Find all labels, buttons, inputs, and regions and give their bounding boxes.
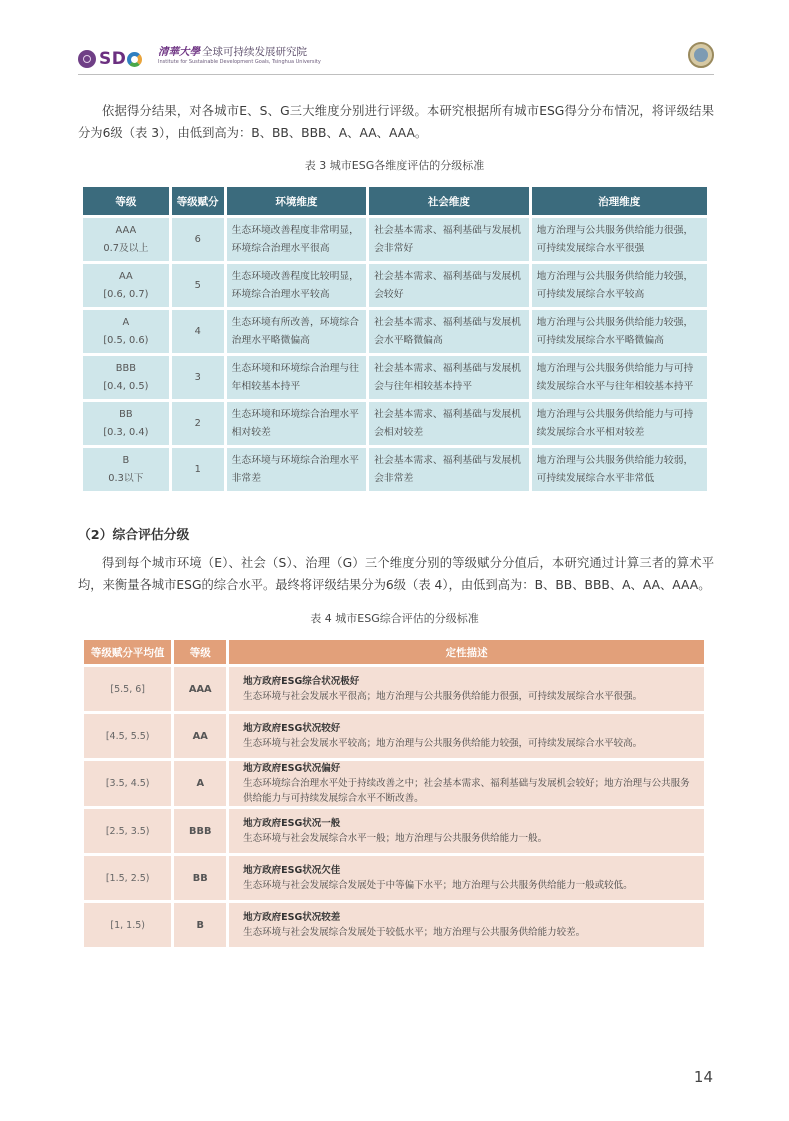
tsinghua-brand: 清華大學: [158, 46, 200, 58]
gov-cell: 地方治理与公共服务供给能力很强，可持续发展综合水平很强: [532, 218, 707, 261]
description-title: 地方政府ESG状况较差: [243, 912, 341, 923]
table-row: [84, 761, 704, 806]
description-cell: [229, 667, 704, 711]
gov-cell: 地方治理与公共服务供给能力较强，可持续发展综合水平略微偏高: [532, 310, 707, 353]
description-title: 地方政府ESG状况较好: [243, 723, 341, 734]
section2-paragraph: 得到每个城市环境（E）、社会（S）、治理（G）三个维度分别的等级赋分分值后，本研究通过计算三者的算术平均，来衡量各城市ESG的综合水平。最终将评级结果分为6级（表 4），由低到高为：B、BB、BBB、A、AA、AAA。: [78, 556, 714, 592]
level-name: B: [122, 454, 130, 466]
table4: [81, 637, 707, 950]
level-cell: [83, 264, 169, 307]
table4-header-avg: 等级赋分平均值: [84, 640, 171, 664]
gov-cell: 地方治理与公共服务供给能力与可持续发展综合水平相对较差: [532, 402, 707, 445]
page-number: 14: [693, 1068, 713, 1086]
description-text: 生态环境与社会发展水平很高；地方治理与公共服务供给能力很强，可持续发展综合水平很强。: [243, 691, 643, 702]
level-range: 0.3以下: [108, 472, 144, 484]
avg-cell: [5.5, 6]: [84, 667, 171, 711]
table-row: [83, 402, 707, 445]
header-divider: [78, 74, 714, 75]
env-cell: 生态环境与环境综合治理水平非常差: [227, 448, 367, 491]
level-name: A: [122, 316, 130, 328]
avg-cell: [1.5, 2.5): [84, 856, 171, 900]
institute-name: [158, 47, 321, 65]
description-text: 生态环境与社会发展综合水平一般；地方治理与公共服务供给能力一般。: [243, 833, 548, 844]
level-name: AAA: [115, 224, 137, 236]
table3: [80, 184, 710, 494]
table-row: [84, 856, 704, 900]
soc-cell: 社会基本需求、福利基础与发展机会相对较差: [369, 402, 528, 445]
description-text: 生态环境综合治理水平处于持续改善之中；社会基本需求、福利基础与发展机会较好；地方治理与公共服务供给能力与可持续发展综合水平不断改善。: [243, 778, 690, 804]
level-cell: B: [174, 903, 226, 947]
table4-header-desc: 定性描述: [229, 640, 704, 664]
level-cell: [83, 218, 169, 261]
level-cell: AAA: [174, 667, 226, 711]
description-cell: [229, 809, 704, 853]
description-cell: [229, 761, 704, 806]
table4-caption: 表 4 城市ESG综合评估的分级标准: [310, 612, 479, 625]
table-row: [83, 218, 707, 261]
table-row: [83, 264, 707, 307]
level-cell: AA: [174, 714, 226, 758]
table3-header-score: 等级赋分: [172, 187, 224, 215]
sdo-logo: [78, 48, 142, 70]
score-cell: 5: [172, 264, 224, 307]
report-emblem-icon: [688, 42, 714, 68]
level-cell: [83, 448, 169, 491]
page-header: [78, 44, 714, 74]
description-title: 地方政府ESG状况一般: [243, 818, 341, 829]
table-row: [83, 448, 707, 491]
avg-cell: [1, 1.5): [84, 903, 171, 947]
score-cell: 2: [172, 402, 224, 445]
soc-cell: 社会基本需求、福利基础与发展机会非常差: [369, 448, 528, 491]
avg-cell: [4.5, 5.5): [84, 714, 171, 758]
description-title: 地方政府ESG状况欠佳: [243, 865, 341, 876]
intro-paragraph: 依据得分结果，对各城市E、S、G三大维度分别进行评级。本研究根据所有城市ESG得分分布情况，将评级结果分为6级（表 3），由低到高为：B、BB、BBB、A、AA、AAA。: [78, 104, 714, 140]
description-title: 地方政府ESG状况偏好: [243, 763, 341, 774]
table4-header-row: [84, 640, 704, 664]
table3-header-soc: 社会维度: [369, 187, 528, 215]
level-name: BBB: [115, 362, 136, 374]
table3-caption: 表 3 城市ESG各维度评估的分级标准: [304, 159, 485, 172]
gov-cell: 地方治理与公共服务供给能力与可持续发展综合水平与往年相较基本持平: [532, 356, 707, 399]
description-cell: [229, 714, 704, 758]
env-cell: 生态环境和环境综合治理与往年相较基本持平: [227, 356, 367, 399]
soc-cell: 社会基本需求、福利基础与发展机会非常好: [369, 218, 528, 261]
description-text: 生态环境与社会发展水平较高；地方治理与公共服务供给能力较强，可持续发展综合水平较高。: [243, 738, 643, 749]
sdg-ring-icon: [127, 52, 142, 67]
level-cell: BB: [174, 856, 226, 900]
level-cell: [83, 356, 169, 399]
level-range: [0.3, 0.4): [103, 426, 149, 438]
env-cell: 生态环境改善程度比较明显，环境综合治理水平较高: [227, 264, 367, 307]
description-title: 地方政府ESG综合状况极好: [243, 676, 360, 687]
description-cell: [229, 856, 704, 900]
score-cell: 4: [172, 310, 224, 353]
institute-cn: 全球可持续发展研究院: [202, 46, 307, 58]
sdo-emblem-icon: [78, 50, 96, 68]
level-range: 0.7及以上: [103, 242, 149, 254]
level-range: [0.5, 0.6): [103, 334, 149, 346]
table3-header-row: [83, 187, 707, 215]
sdo-logo-text: SD: [99, 49, 127, 69]
avg-cell: [3.5, 4.5): [84, 761, 171, 806]
table-row: [83, 356, 707, 399]
level-range: [0.6, 0.7): [103, 288, 149, 300]
table3-header-gov: 治理维度: [532, 187, 707, 215]
level-cell: A: [174, 761, 226, 806]
gov-cell: 地方治理与公共服务供给能力较弱，可持续发展综合水平非常低: [532, 448, 707, 491]
table-row: [84, 667, 704, 711]
table-row: [83, 310, 707, 353]
score-cell: 3: [172, 356, 224, 399]
level-range: [0.4, 0.5): [103, 380, 149, 392]
level-cell: [83, 310, 169, 353]
env-cell: 生态环境和环境综合治理水平相对较差: [227, 402, 367, 445]
level-cell: BBB: [174, 809, 226, 853]
table-row: [84, 714, 704, 758]
soc-cell: 社会基本需求、福利基础与发展机会与往年相较基本持平: [369, 356, 528, 399]
table-row: [84, 809, 704, 853]
description-cell: [229, 903, 704, 947]
institute-en: Institute for Sustainable Development Goals, Tsinghua University: [158, 58, 321, 65]
description-text: 生态环境与社会发展综合发展处于中等偏下水平；地方治理与公共服务供给能力一般或较低。: [243, 880, 633, 891]
section-heading: （2）综合评估分级: [78, 528, 190, 543]
table3-header-env: 环境维度: [227, 187, 367, 215]
level-cell: [83, 402, 169, 445]
score-cell: 6: [172, 218, 224, 261]
env-cell: 生态环境改善程度非常明显，环境综合治理水平很高: [227, 218, 367, 261]
soc-cell: 社会基本需求、福利基础与发展机会较好: [369, 264, 528, 307]
table3-header-level: 等级: [83, 187, 169, 215]
level-name: BB: [119, 408, 133, 420]
gov-cell: 地方治理与公共服务供给能力较强，可持续发展综合水平较高: [532, 264, 707, 307]
soc-cell: 社会基本需求、福利基础与发展机会水平略微偏高: [369, 310, 528, 353]
table4-header-level: 等级: [174, 640, 226, 664]
table-row: [84, 903, 704, 947]
score-cell: 1: [172, 448, 224, 491]
env-cell: 生态环境有所改善，环境综合治理水平略微偏高: [227, 310, 367, 353]
description-text: 生态环境与社会发展综合发展处于较低水平；地方治理与公共服务供给能力较差。: [243, 927, 586, 938]
avg-cell: [2.5, 3.5): [84, 809, 171, 853]
level-name: AA: [119, 270, 133, 282]
